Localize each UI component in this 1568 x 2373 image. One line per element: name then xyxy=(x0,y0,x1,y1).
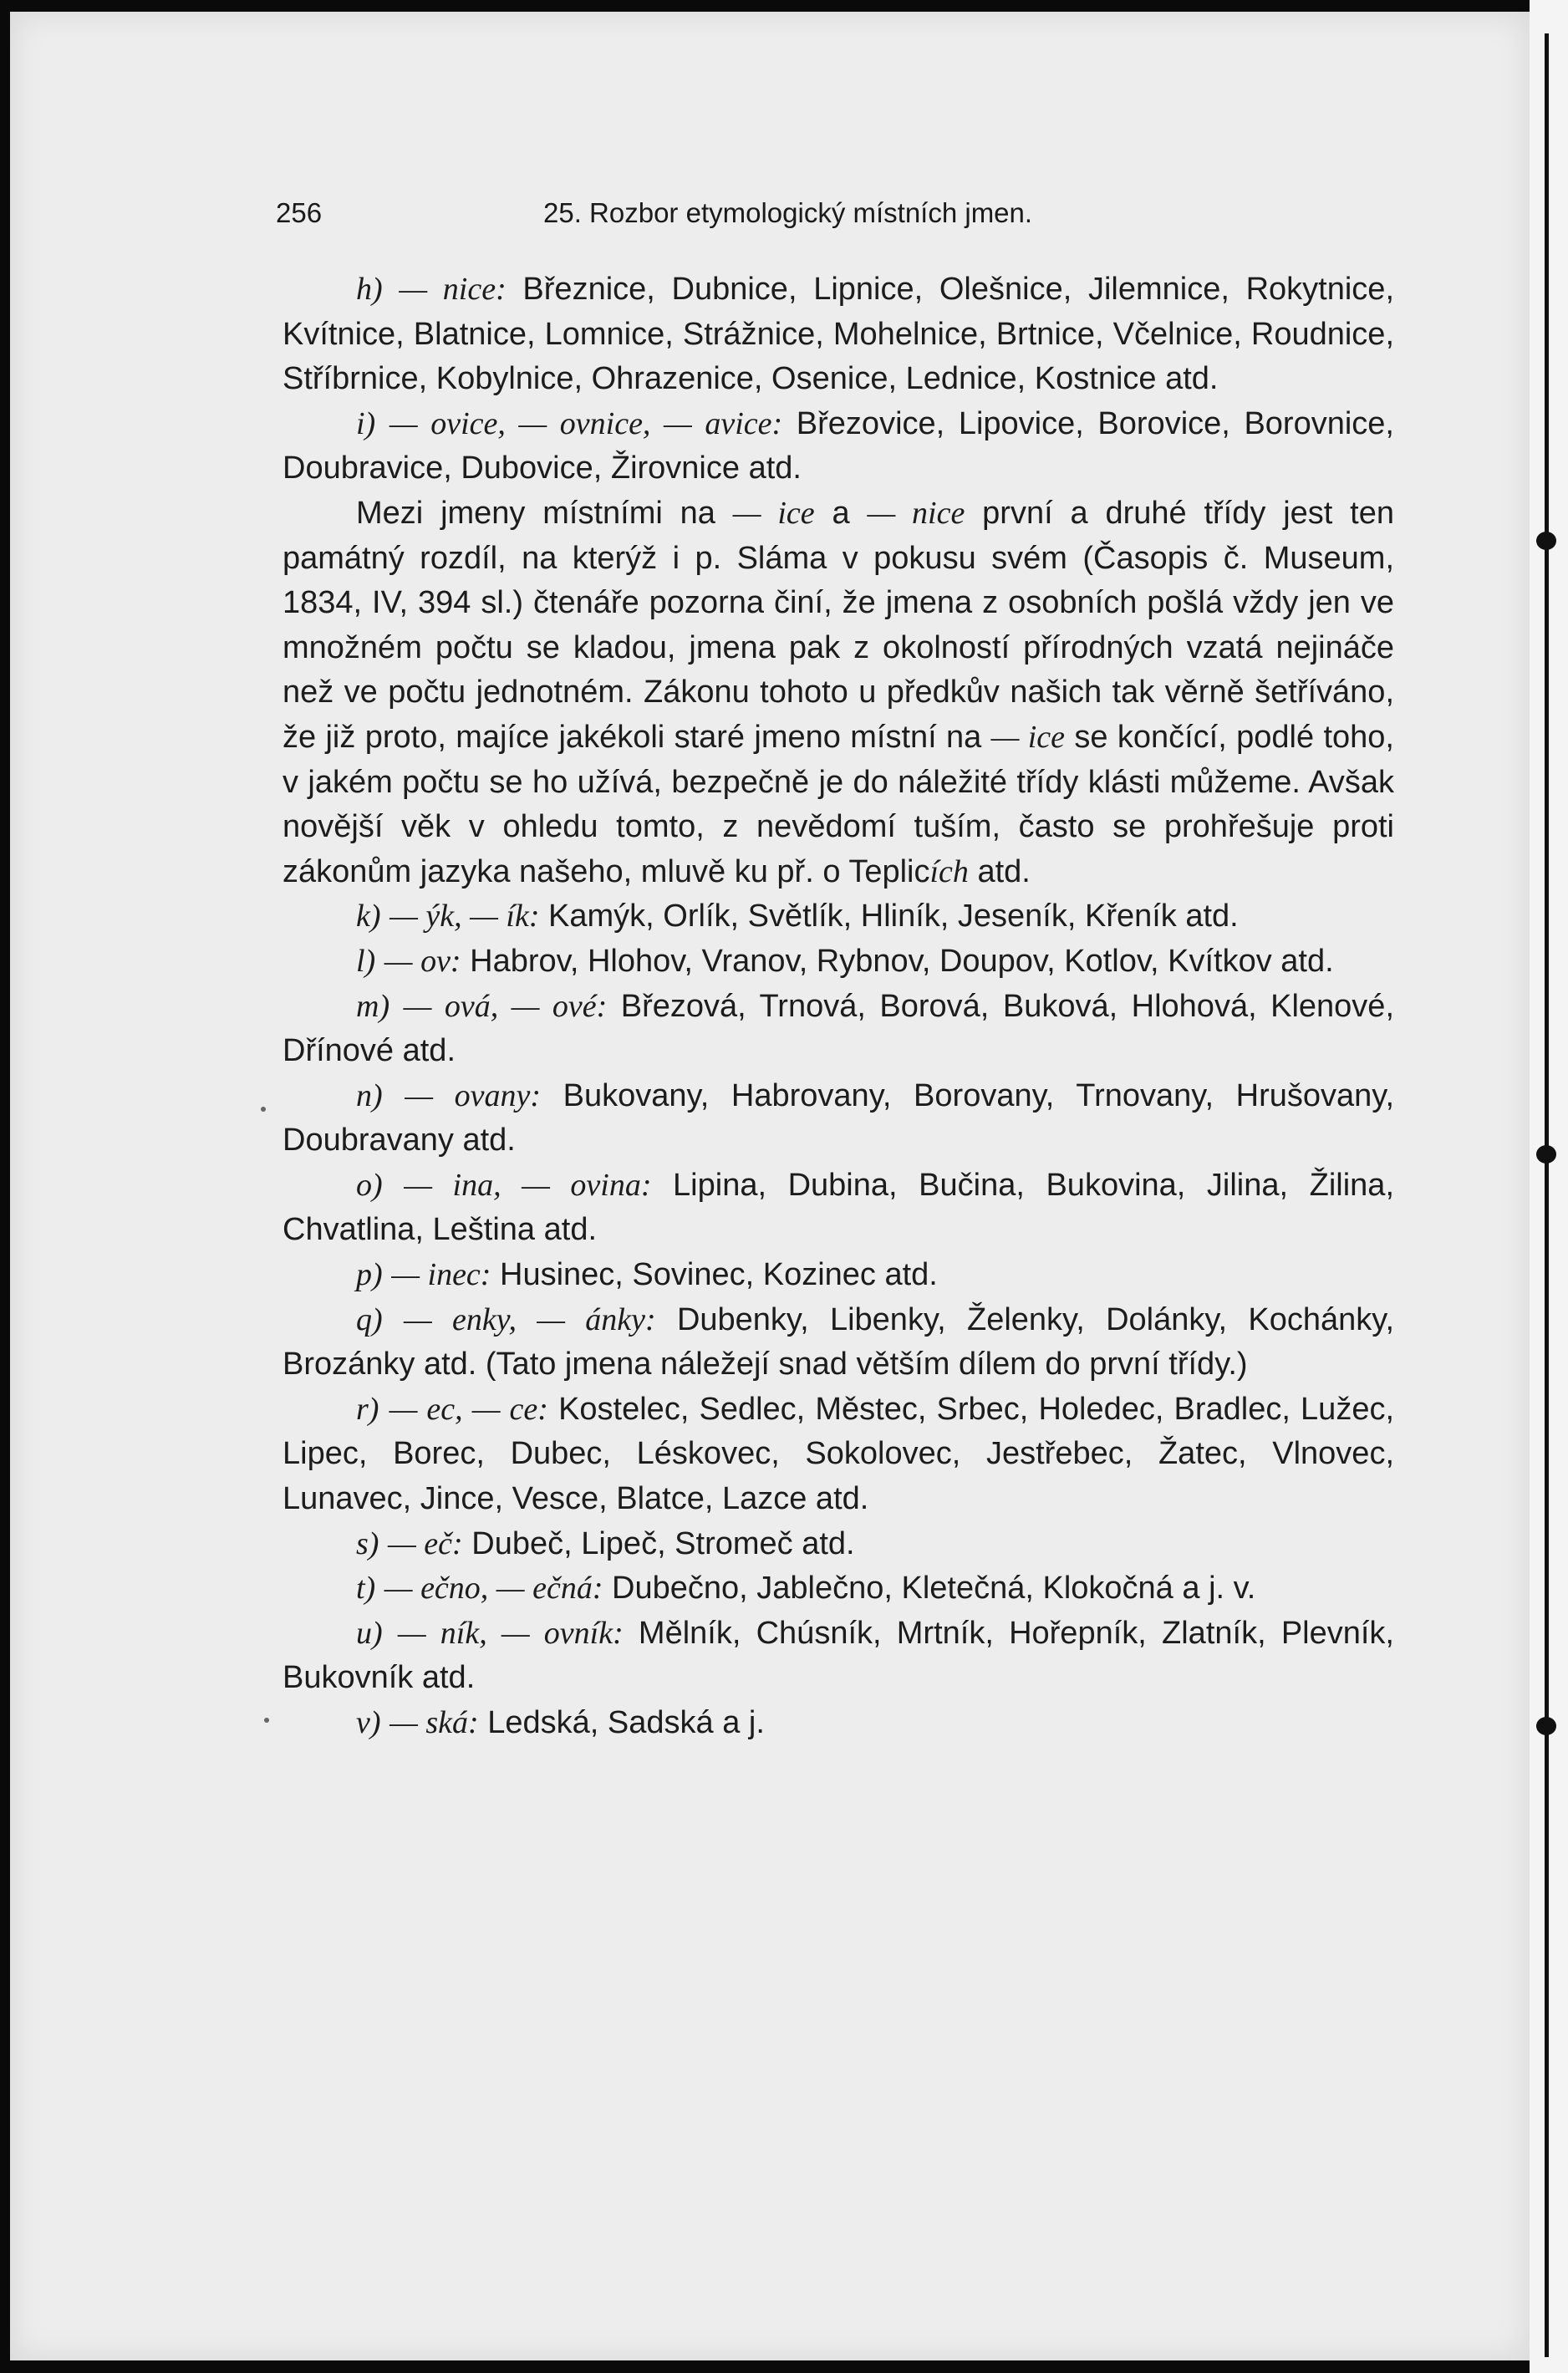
entry-label: k) xyxy=(356,899,381,934)
entry-suffix: — ec, — ce: xyxy=(389,1391,548,1427)
paragraph-text: atd. xyxy=(968,853,1031,889)
entry-suffix: — ová, — ové: xyxy=(403,988,608,1024)
entry-u xyxy=(283,1612,1394,1701)
book-spine xyxy=(1530,0,1568,2373)
entry-text: Březnice, Dubnice, Lipnice, Olešnice, Jilemnice, Rokytnice, Kvítnice, Blatnice, Lomnice, Strážnice, Mohelnice, Brtnice, Včelnice, Roudnice, Stříbrnice, Kobylnice, Ohrazenice, Osenice, Lednice, Kostnice atd. xyxy=(283,272,1394,397)
entry-text: Dubenky, Libenky, Želenky, Dolánky, Kochánky, Brozánky atd. (Tato jmena náležejí snad větším dílem do první třídy.) xyxy=(283,1301,1395,1383)
entry-i xyxy=(283,402,1394,491)
entry-suffix: — enky, — ánky: xyxy=(403,1301,656,1337)
entry-s xyxy=(283,1522,1394,1567)
paragraph-text: se končící, podlé toho, v jakém počtu se ho užívá, bezpečně je do náležité třídy klásti můžeme. Avšak novější věk v ohledu tomto, z nevědomí tuším, často se prohřešuje proti zákonům jazyka našeho, mluvě ku př. o Teplic xyxy=(283,719,1394,889)
spine-mark xyxy=(1536,1145,1556,1164)
entry-text: Kamýk, Orlík, Světlík, Hliník, Jeseník, Křeník atd. xyxy=(539,899,1239,934)
entry-text: Lipina, Dubina, Bučina, Bukovina, Jilina, Žilina, Chvatlina, Leština atd. xyxy=(283,1167,1394,1248)
page-speck xyxy=(264,1718,269,1723)
entry-t xyxy=(283,1566,1394,1612)
entry-text: Ledská, Sadská a j. xyxy=(478,1705,765,1740)
paragraph-suffix: — ice xyxy=(732,495,815,531)
entry-label: n) xyxy=(356,1077,383,1113)
paragraph-mezi xyxy=(283,491,1394,894)
entry-text: Dubečno, Jablečno, Kletečná, Klokočná a j. v. xyxy=(603,1571,1256,1607)
entry-suffix: — ovany: xyxy=(405,1077,542,1113)
chapter-title: 25. Rozbor etymologický místních jmen. xyxy=(543,197,1033,228)
entry-suffix: — ýk, — ík: xyxy=(389,899,540,934)
entry-m xyxy=(283,985,1394,1074)
entry-label: i) xyxy=(356,405,376,441)
entry-v xyxy=(283,1701,1394,1746)
entry-n xyxy=(283,1074,1394,1164)
entry-suffix: — inec: xyxy=(391,1257,491,1293)
paragraph-suffix: ích xyxy=(929,853,969,889)
entry-label: p) xyxy=(356,1257,383,1293)
page-number: 256 xyxy=(276,197,323,228)
entry-label: t) xyxy=(356,1571,376,1607)
entry-suffix: — eč: xyxy=(388,1525,463,1561)
entry-k xyxy=(283,894,1394,940)
entry-suffix: — ov: xyxy=(384,943,461,979)
page-body xyxy=(283,267,1394,1746)
entry-suffix: — ovice, — ovnice, — avice: xyxy=(389,405,783,441)
entry-text: Kostelec, Sedlec, Městec, Srbec, Holedec, Bradlec, Lužec, Lipec, Borec, Dubec, Léskovec, Sokolovec, Jestřebec, Žatec, Vlnovec, Lunavec, Jince, Vesce, Blatce, Lazce atd. xyxy=(283,1391,1395,1517)
entry-r xyxy=(283,1388,1394,1522)
entry-l xyxy=(283,940,1394,985)
entry-o xyxy=(283,1164,1394,1253)
entry-text: Březovice, Lipovice, Borovice, Borovnice, Doubravice, Dubovice, Žirovnice atd. xyxy=(283,405,1394,486)
entry-text: Husinec, Sovinec, Kozinec atd. xyxy=(491,1257,938,1293)
page-speck xyxy=(261,1107,266,1112)
entry-label: s) xyxy=(356,1525,379,1561)
entry-h xyxy=(283,267,1394,402)
entry-p xyxy=(283,1253,1394,1298)
paragraph-suffix: — nice xyxy=(867,495,965,531)
entry-suffix: — nice: xyxy=(399,272,507,307)
spine-mark xyxy=(1536,532,1556,550)
spine-mark xyxy=(1536,1717,1556,1735)
entry-text: Dubeč, Lipeč, Stromeč atd. xyxy=(462,1525,855,1561)
entry-label: l) xyxy=(356,943,376,979)
entry-suffix: — ečno, — ečná: xyxy=(384,1571,603,1607)
entry-label: u) xyxy=(356,1615,383,1651)
entry-text: Habrov, Hlohov, Vranov, Rybnov, Doupov, Kotlov, Kvítkov atd. xyxy=(461,943,1334,979)
entry-suffix: — ník, — ovník: xyxy=(397,1615,624,1651)
paragraph-text: Mezi jmeny místními na xyxy=(356,495,733,531)
entry-text: Bukovany, Habrovany, Borovany, Trnovany, Hrušovany, Doubravany atd. xyxy=(283,1077,1394,1158)
spine-edge-line xyxy=(1545,33,1549,2357)
paragraph-text: a xyxy=(814,495,868,531)
entry-text: Březová, Trnová, Borová, Buková, Hlohová, Klenové, Dřínové atd. xyxy=(283,988,1395,1069)
paragraph-suffix: — ice xyxy=(990,719,1066,755)
entry-label: v) xyxy=(356,1705,381,1740)
entry-suffix: — ská: xyxy=(389,1705,479,1740)
entry-label: m) xyxy=(356,988,390,1024)
entry-text: Mělník, Chúsník, Mrtník, Hořepník, Zlatník, Plevník, Bukovník atd. xyxy=(283,1615,1394,1696)
entry-suffix: — ina, — ovina: xyxy=(404,1167,652,1203)
entry-label: o) xyxy=(356,1167,383,1203)
entry-q xyxy=(283,1298,1394,1388)
entry-label: h) xyxy=(356,272,383,307)
entry-label: r) xyxy=(356,1391,379,1427)
paragraph-text: první a druhé třídy jest ten památný rozdíl, na kterýž i p. Sláma v pokusu svém (Časopis č. Museum, 1834, IV, 394 sl.) čtenáře pozorna činí, že jmena z osobních pošlá vždy jen ve množném počtu se kladou, jmena pak z okolností přírodných vzatá nejináče než ve počtu jednotném. Zákonu tohoto u předkův našich tak věrně šetříváno, že již proto, majíce jakékoli staré jmeno místní na xyxy=(283,495,1395,755)
entry-label: q) xyxy=(356,1301,383,1337)
